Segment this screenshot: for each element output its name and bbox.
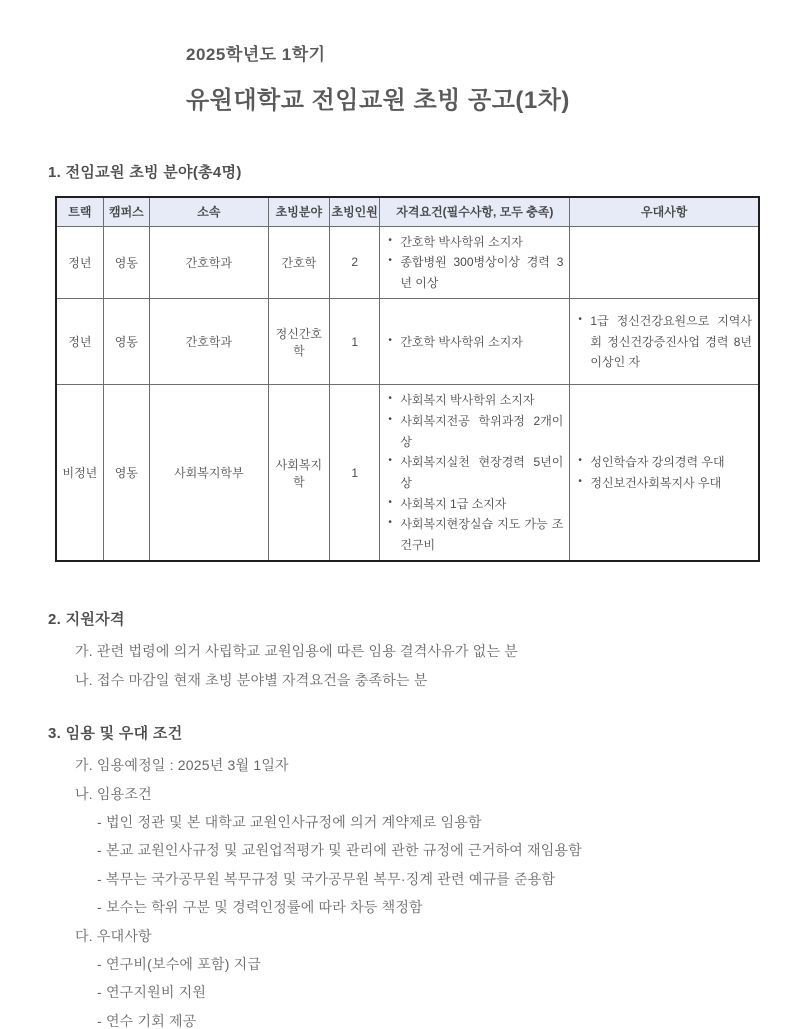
col-header-requirements: 자격요건(필수사항, 모두 충족) (380, 197, 570, 226)
requirement-item: • 간호학 박사학위 소지자 (386, 232, 563, 253)
col-header-field: 초빙분야 (268, 197, 329, 226)
semester-title: 2025학년도 1학기 (186, 45, 326, 64)
recruitment-table (55, 196, 760, 562)
section-employment-conditions (48, 722, 789, 1029)
section1-heading: 1. 전임교원 초빙 분야(총4명) (48, 164, 242, 181)
cell-preferences (570, 226, 759, 299)
cell-track: 정년 (56, 226, 103, 299)
preferential-item: - 연구비(보수에 포함) 지급 (97, 955, 262, 972)
cell-campus: 영동 (103, 226, 149, 299)
cell-dept: 간호학과 (150, 299, 269, 385)
preference-item: • 성인학습자 강의경력 우대 (576, 452, 752, 473)
preferential-label: 다. 우대사항 (75, 927, 152, 944)
requirements-list (386, 332, 563, 353)
col-header-campus: 캠퍼스 (103, 197, 149, 226)
preference-item: • 정신보건사회복지사 우대 (576, 473, 752, 494)
qualification-item: 나. 접수 마감일 현재 초빙 분야별 자격요건을 충족하는 분 (75, 671, 428, 688)
employment-date-item: 가. 임용예정일 : 2025년 3월 1일자 (75, 757, 289, 774)
table-header-row (56, 197, 759, 226)
cell-campus: 영동 (103, 385, 149, 562)
cell-count: 1 (330, 299, 380, 385)
document-header (186, 40, 789, 115)
employment-condition-item: - 법인 정관 및 본 대학교 교원인사규정에 의거 계약제로 임용함 (97, 813, 482, 830)
preferences-list (576, 311, 752, 373)
cell-dept: 간호학과 (150, 226, 269, 299)
cell-field: 정신간호학 (268, 299, 329, 385)
cell-requirements (380, 385, 570, 562)
page-title: 유원대학교 전임교원 초빙 공고(1차) (186, 87, 570, 114)
cell-preferences (570, 385, 759, 562)
employment-condition-item: - 본교 교원인사규정 및 교원업적평가 및 관리에 관한 규정에 근거하여 재임용함 (97, 842, 582, 859)
requirement-item: • 종합병원 300병상이상 경력 3년 이상 (386, 252, 563, 293)
cell-campus: 영동 (103, 299, 149, 385)
preferential-item: - 연구지원비 지원 (97, 984, 207, 1001)
table-row (56, 226, 759, 299)
employment-condition-item: - 복무는 국가공무원 복무규정 및 국가공무원 복무·징계 관련 예규를 준용함 (97, 870, 556, 887)
col-header-dept: 소속 (150, 197, 269, 226)
employment-conditions-label: 나. 임용조건 (75, 785, 152, 802)
cell-preferences (570, 299, 759, 385)
section-qualifications (48, 608, 789, 688)
preferential-item: - 연수 기회 제공 (97, 1012, 197, 1029)
cell-requirements (380, 226, 570, 299)
cell-requirements (380, 299, 570, 385)
cell-field: 간호학 (268, 226, 329, 299)
col-header-track: 트랙 (56, 197, 103, 226)
cell-track: 정년 (56, 299, 103, 385)
section-recruitment-fields (48, 161, 789, 562)
requirement-item: • 간호학 박사학위 소지자 (386, 332, 563, 353)
preference-item: • 1급 정신건강요원으로 지역사회 정신건강증진사업 경력 8년 이상인 자 (576, 311, 752, 373)
section3-heading: 3. 임용 및 우대 조건 (48, 725, 183, 743)
table-row (56, 385, 759, 562)
requirements-list (386, 232, 563, 294)
requirement-item: • 사회복지전공 학위과정 2개이상 (386, 411, 563, 452)
employment-condition-item: - 보수는 학위 구분 및 경력인정률에 따라 차등 책정함 (97, 899, 423, 916)
cell-field: 사회복지학 (268, 385, 329, 562)
cell-track: 비정년 (56, 385, 103, 562)
qualification-item: 가. 관련 법령에 의거 사립학교 교원임용에 따른 임용 결격사유가 없는 분 (75, 643, 518, 660)
cell-count: 2 (330, 226, 380, 299)
col-header-preferences: 우대사항 (570, 197, 759, 226)
requirement-item: • 사회복지 1급 소지자 (386, 494, 563, 515)
cell-count: 1 (330, 385, 380, 562)
section2-heading: 2. 지원자격 (48, 611, 125, 629)
col-header-count: 초빙인원 (330, 197, 380, 226)
cell-dept: 사회복지학부 (150, 385, 269, 562)
requirement-item: • 사회복지실천 현장경력 5년이상 (386, 452, 563, 493)
requirement-item: • 사회복지현장실습 지도 가능 조건구비 (386, 514, 563, 555)
requirements-list (386, 390, 563, 555)
requirement-item: • 사회복지 박사학위 소지자 (386, 390, 563, 411)
preferences-list (576, 452, 752, 493)
table-row (56, 299, 759, 385)
